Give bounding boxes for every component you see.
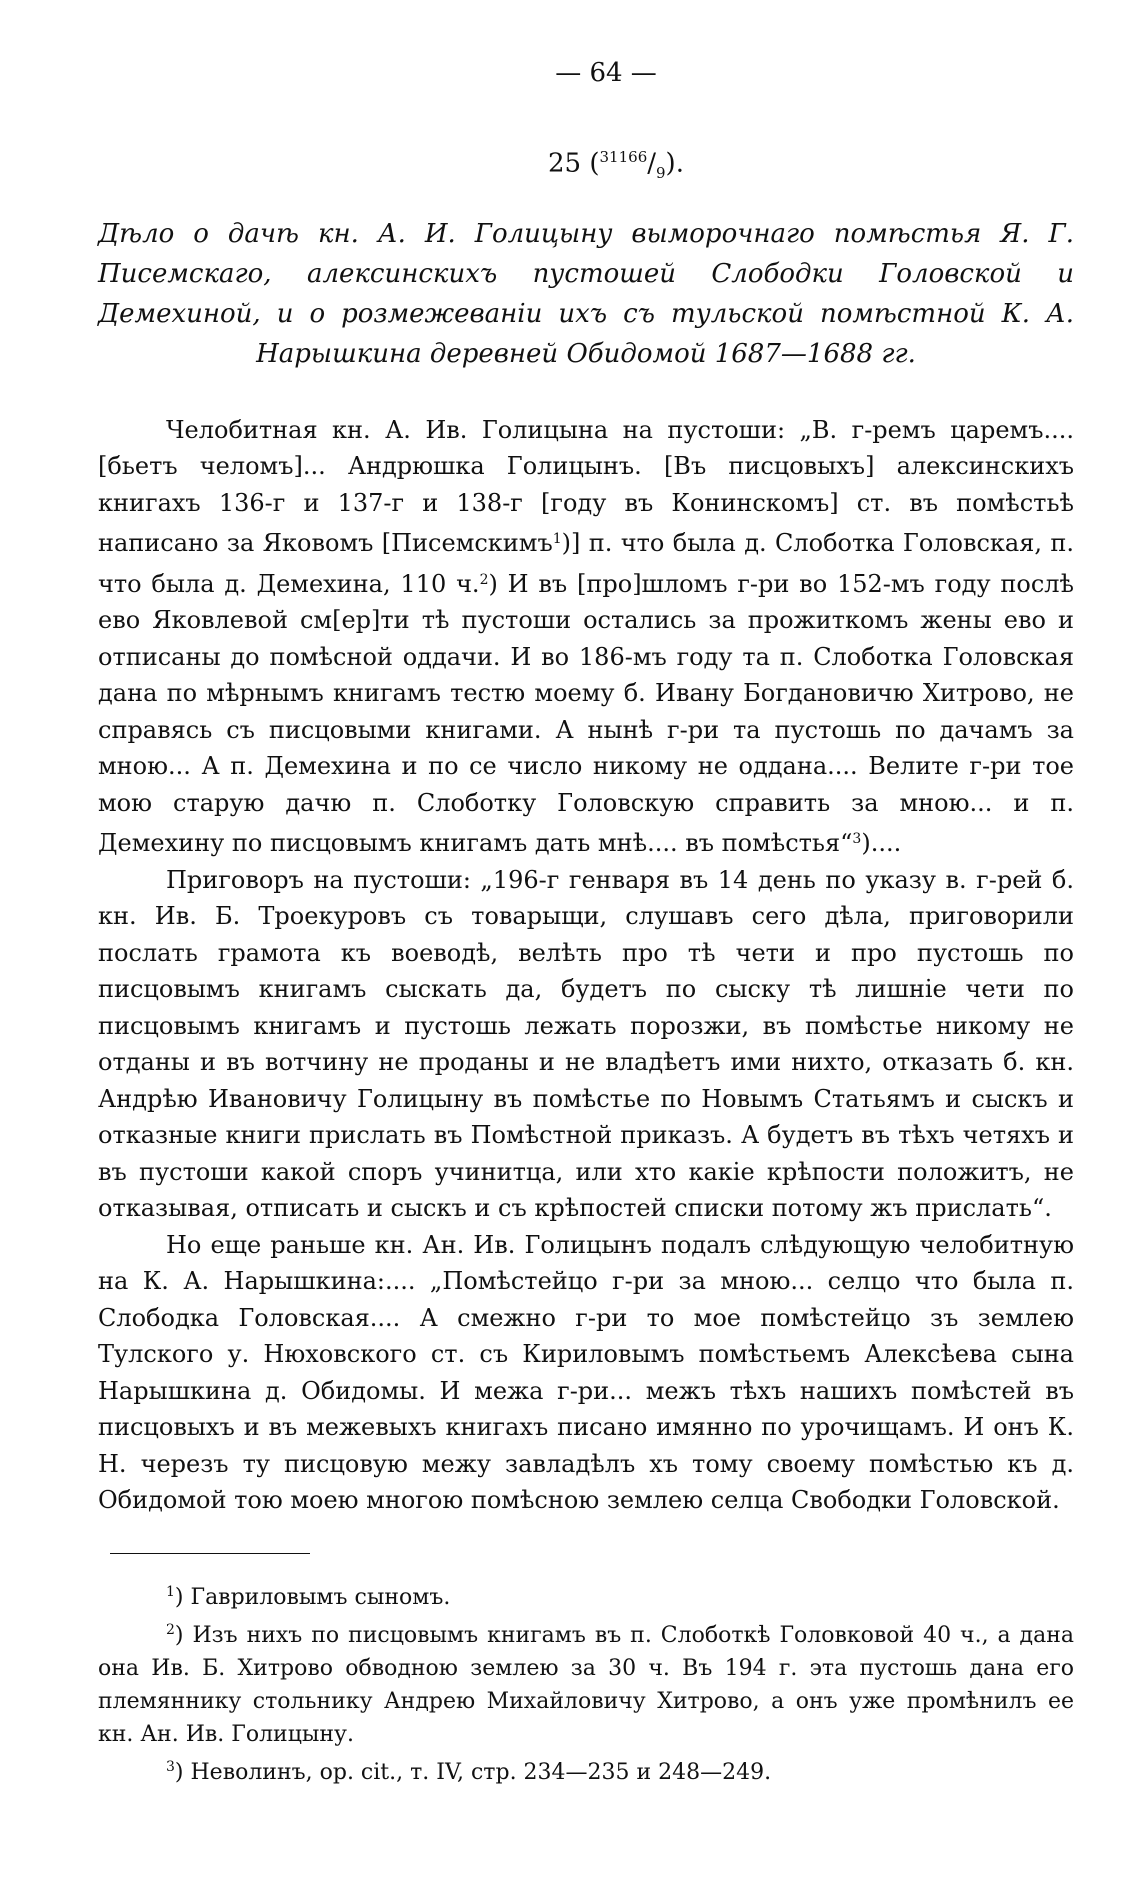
paragraph-counter-petition: Но еще раньше кн. Ан. Ив. Голицынъ подалъ слѣдующую челобитную на К. А. Нарышкина:.... „Помѣстейцо г-ри за мною... селцо что была п. Слободка Головская.... А смежно г-ри то мое помѣстейцо зъ землею Тулского у. Нюховского ст. съ Кириловымъ помѣстьемъ Алексѣева сына Нарышкина д. Обидомы. И межа г-ри... межъ тѣхъ нашихъ помѣстей въ писцовыхъ и въ межевыхъ книгахъ писано имянно по урочищамъ. И онъ К. Н. черезъ ту писцовую межу завладѣлъ хъ тому своему помѣстью къ д. Обидомой тою моею многою помѣсною землею селца Свободки Головской.	[98, 1230, 1074, 1515]
petition-text-b: )] п. что была д. Слоботка Головская, п. что была д. Демехина, 110 ч.	[98, 529, 1074, 598]
footnote-3	[98, 1751, 1074, 1789]
footnote-2	[98, 1614, 1074, 1751]
document-number	[98, 148, 1074, 182]
footnotes	[98, 1576, 1074, 1789]
doc-number-separator: /	[647, 148, 656, 179]
doc-number-prefix: 25 (	[548, 148, 600, 179]
petition-text-d: )....	[861, 829, 902, 858]
paragraph-verdict: Приговоръ на пустоши: „196-г генваря въ 14 день по указу в. г-рей б. кн. Ив. Б. Троекуровъ съ товарыщи, слушавъ сего дѣла, приговорили послать грамота къ воеводѣ, велѣть про тѣ чети и про пустошь по писцовымъ книгамъ сыскать да, будетъ по сыску тѣ лишніе чети по писцовымъ книгамъ и пустошь лежать порозжи, въ помѣстье никому не отданы и въ вотчину не проданы и не владѣетъ ими нихто, отказать б. кн. Андрѣю Ивановичу Голицыну въ помѣстье по Новымъ Статьямъ и сыскъ и отказные книги прислать въ Помѣстной приказъ. А будетъ въ тѣхъ четяхъ и въ пустоши какой споръ учинитца, или хто какіе крѣпости положитъ, не отказывая, отписать и сыскъ и съ крѣпостей списки потому жъ прислать“.	[98, 865, 1074, 1223]
paragraph-petition	[98, 412, 1074, 862]
footnote-1-text: ) Гавриловымъ сыномъ.	[174, 1584, 451, 1610]
footnote-3-mark: 3	[166, 1758, 175, 1775]
document-heading: Дѣло о дачѣ кн. А. И. Голицыну выморочнаго помѣстья Я. Г. Писемскаго, алексинскихъ пустошей Слободки Головской и Демехиной, и о розмежеваніи ихъ съ тульской помѣстной К. А. Нарышкина деревней Обидомой 1687—1688 гг.	[98, 218, 1074, 369]
footnote-2-text: ) Изъ нихъ по писцовымъ книгамъ въ п. Слоботкѣ Головковой 40 ч., а дана она Ив. Б. Хитрово обводною землею за 30 ч. Въ 194 г. эта пустошь дана его племяннику стольнику Андрею Михайловичу Хитрово, а онъ уже промѣнилъ ее кн. Ан. Ив. Голицыну.	[98, 1622, 1074, 1747]
petition-text-c: ) И въ [про]шломъ г-ри во 152-мъ году послѣ ево Яковлевой см[ер]ти тѣ пустоши остались за прожиткомъ жены ево и отписаны до помѣсной оддачи. И во 186-мъ году та п. Слоботка Головская дана по мѣрнымъ книгамъ тестю моему б. Ивану Богдановичю Хитрово, не справясь съ писцовыми книгами. А нынѣ г-ри та пустошь по дачамъ за мною... А п. Демехина и по се число никому не оддана.... Велите г-ри тое мою старую дачю п. Слоботку Головскую справить за мною... и п. Демехину по писцовымъ книгамъ дать мнѣ.... въ помѣстья“	[98, 569, 1074, 858]
body-text	[98, 412, 1074, 1519]
petition-text-a: Челобитная кн. А. Ив. Голицына на пустоши: „В. г-ремъ царемъ.... [бьетъ челомъ]... Андрюшка Голицынъ. [Въ писцовыхъ] алексинскихъ книгахъ 136-г и 137-г и 138-г [году въ Конинскомъ] ст. въ помѣстьѣ написано за Яковомъ [Писемскимъ	[98, 415, 1074, 558]
page-number: — 64 —	[555, 58, 657, 88]
doc-number-suffix: ).	[665, 148, 684, 179]
footnote-ref-3: 3	[852, 831, 862, 848]
footnote-1	[98, 1576, 1074, 1614]
footnote-ref-2: 2	[479, 571, 489, 588]
doc-number-sup: 31166	[599, 148, 648, 166]
footnote-3-text: ) Неволинъ, op. cit., т. IV, стр. 234—235 и 248—249.	[174, 1759, 772, 1785]
doc-number-sub: 9	[656, 163, 666, 182]
footnote-ref-1: 1	[552, 531, 562, 548]
footnote-divider	[110, 1553, 310, 1554]
footnote-2-mark: 2	[166, 1621, 175, 1638]
footnote-1-mark: 1	[166, 1583, 175, 1600]
